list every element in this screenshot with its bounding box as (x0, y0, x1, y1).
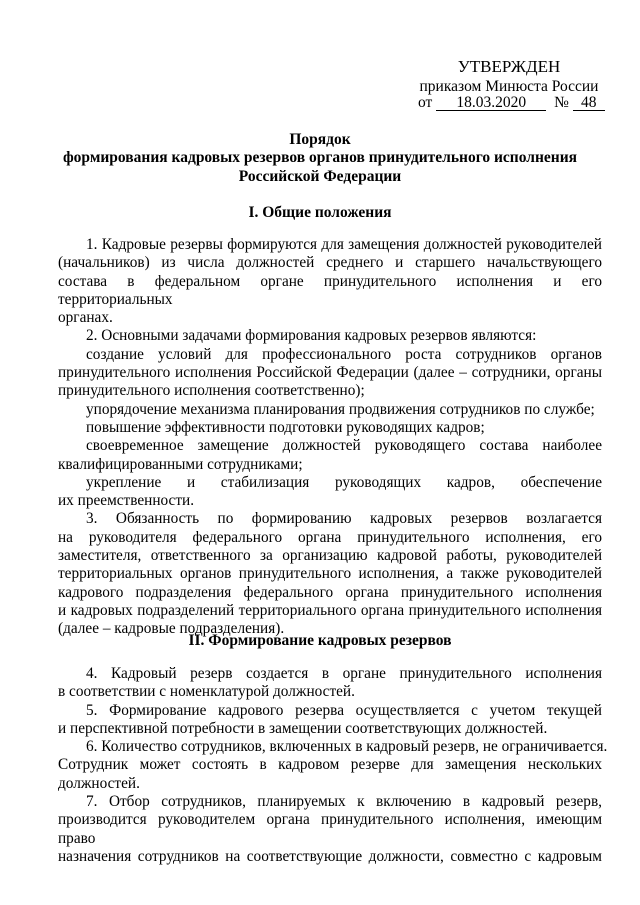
section-1-heading: I. Общие положения (248, 204, 392, 221)
text-line: кадрового подразделения федерального органа принудительного исполнения (58, 583, 602, 601)
text-line: 3. Обязанность по формированию кадровых резервов возлагается (86, 510, 602, 528)
number-label: № (554, 94, 569, 111)
text-line: органах. (58, 309, 113, 327)
approval-title: УТВЕРЖДЕН (457, 57, 561, 76)
text-line: в соответствии с номенклатурой должностей. (58, 683, 355, 701)
title-line: Порядок (289, 131, 351, 148)
text-line: 7. Отбор сотрудников, планируемых к включению в кадровый резерв, (86, 793, 602, 811)
text-line: 6. Количество сотрудников, включенных в кадровый резерв, не ограничивается. (86, 738, 608, 756)
text-line: повышение эффективности подготовки руководящих кадров; (86, 418, 485, 436)
text-line: упорядочение механизма планирования продвижения сотрудников по службе; (86, 400, 595, 418)
text-line: территориальных органов принудительного исполнения, а также руководителей (58, 565, 602, 583)
text-line: 4. Кадровый резерв создается в органе принудительного исполнения (86, 665, 602, 682)
text-line: и перспективной потребности в замещении соответствующих должностей. (58, 719, 548, 737)
approval-order: приказом Минюста России (419, 78, 599, 95)
document-title (40, 131, 600, 186)
text-line: должностей. (58, 774, 140, 792)
text-line: и кадровых подразделений территориального органа принудительного исполнения (58, 601, 602, 619)
text-line: принудительного исполнения соответственно); (58, 382, 365, 400)
text-line: квалифицированными сотрудниками; (58, 455, 303, 473)
section-1-body (58, 236, 602, 639)
title-line: формирования кадровых резервов органов принудительного исполнения (62, 149, 578, 167)
text-line: Сотрудник может состоять в кадровом резерве для замещения нескольких (58, 756, 602, 774)
text-line: своевременное замещение должностей руководящего состава наиболее (86, 437, 602, 455)
text-line: состава в федеральном органе принудительного исполнения и его территориальных (58, 272, 602, 308)
text-line: производится руководителем органа принудительного исполнения, имеющим право (58, 811, 602, 847)
text-line: 5. Формирование кадрового резерва осуществляется с учетом текущей (86, 701, 602, 719)
text-line: создание условий для профессионального роста сотрудников органов (86, 345, 602, 363)
text-line: их преемственности. (58, 492, 195, 510)
text-line: 1. Кадровые резервы формируются для замещения должностей руководителей (86, 236, 602, 253)
section-2-heading: II. Формирование кадровых резервов (188, 632, 452, 649)
section-2-body (58, 665, 608, 866)
approval-date: 18.03.2020 (436, 95, 546, 111)
text-line: 2. Основными задачами формирования кадровых резервов являются: (86, 327, 537, 345)
approval-date-line (418, 94, 604, 112)
approval-number: 48 (573, 95, 605, 111)
title-line: Российской Федерации (238, 167, 402, 185)
text-line: на руководителя федерального органа принудительного исполнения, его (58, 528, 602, 546)
text-line: назначения сотрудников на соответствующие должности, совместно с кадровым (58, 847, 602, 865)
text-line: заместителя, ответственного за организацию кадровой работы, руководителей (58, 547, 602, 565)
text-line: укрепление и стабилизация руководящих кадров, обеспечение (86, 473, 602, 491)
approval-block (416, 57, 602, 97)
text-line: (далее – кадровые подразделения). (58, 620, 285, 638)
text-line: принудительного исполнения Российской Федерации (далее – сотрудники, органы (58, 364, 602, 382)
text-line: (начальников) из числа должностей среднего и старшего начальствующего (58, 254, 602, 272)
from-label: от (418, 94, 433, 111)
